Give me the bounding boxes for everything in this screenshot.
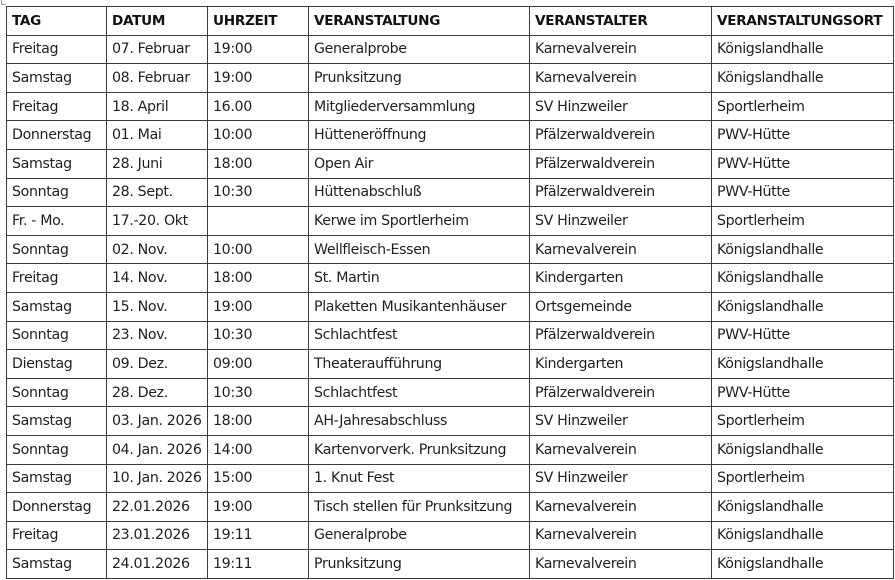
table-row (7, 178, 894, 207)
cell-datum[interactable]: 28. Dez. (107, 378, 208, 407)
table-row (7, 493, 894, 522)
column-header-tag: TAG (7, 7, 107, 36)
cell-uhrzeit[interactable]: 19:11 (208, 521, 309, 550)
cell-tag[interactable]: Sonntag (7, 435, 107, 464)
cell-veranstaltung[interactable]: Schlachtfest (309, 321, 530, 350)
table-row (7, 207, 894, 236)
cell-veranstaltung[interactable]: Theateraufführung (309, 350, 530, 379)
cell-datum[interactable]: 23.01.2026 (107, 521, 208, 550)
cell-uhrzeit[interactable] (208, 207, 309, 236)
table-row (7, 464, 894, 493)
table-row (7, 407, 894, 436)
cell-uhrzeit[interactable]: 19:11 (208, 550, 309, 579)
cell-tag[interactable]: Samstag (7, 292, 107, 321)
cell-veranstaltungsort[interactable]: Königslandhalle (712, 350, 894, 379)
cell-veranstaltungsort[interactable]: Königslandhalle (712, 264, 894, 293)
cell-datum[interactable]: 28. Juni (107, 149, 208, 178)
cell-veranstalter[interactable]: Pfälzerwaldverein (530, 121, 712, 150)
cell-veranstalter[interactable]: Kindergarten (530, 264, 712, 293)
cell-tag[interactable]: Sonntag (7, 235, 107, 264)
cell-datum[interactable]: 07. Februar (107, 35, 208, 64)
cell-veranstaltungsort[interactable]: PWV-Hütte (712, 121, 894, 150)
cell-veranstaltungsort[interactable]: PWV-Hütte (712, 149, 894, 178)
cell-tag[interactable]: Freitag (7, 521, 107, 550)
cell-datum[interactable]: 17.-20. Okt (107, 207, 208, 236)
table-row (7, 92, 894, 121)
cell-veranstalter[interactable]: Karnevalverein (530, 493, 712, 522)
cell-veranstaltung[interactable]: AH-Jahresabschluss (309, 407, 530, 436)
cell-veranstaltungsort[interactable]: Königslandhalle (712, 435, 894, 464)
cell-veranstaltungsort[interactable]: Königslandhalle (712, 292, 894, 321)
cell-uhrzeit[interactable]: 10:00 (208, 235, 309, 264)
cell-veranstalter[interactable]: Pfälzerwaldverein (530, 321, 712, 350)
cell-veranstaltungsort[interactable]: Sportlerheim (712, 407, 894, 436)
cell-datum[interactable]: 15. Nov. (107, 292, 208, 321)
cell-tag[interactable]: Samstag (7, 64, 107, 93)
cell-tag[interactable]: Sonntag (7, 178, 107, 207)
cell-tag[interactable]: Donnerstag (7, 493, 107, 522)
table-row (7, 64, 894, 93)
cell-veranstaltungsort[interactable]: Sportlerheim (712, 464, 894, 493)
cell-veranstaltungsort[interactable]: Königslandhalle (712, 35, 894, 64)
cell-veranstalter[interactable]: Karnevalverein (530, 521, 712, 550)
cell-veranstaltungsort[interactable]: PWV-Hütte (712, 378, 894, 407)
cell-datum[interactable]: 23. Nov. (107, 321, 208, 350)
cell-veranstaltung[interactable]: Prunksitzung (309, 64, 530, 93)
cell-veranstaltung[interactable]: Kerwe im Sportlerheim (309, 207, 530, 236)
cell-uhrzeit[interactable]: 10:30 (208, 178, 309, 207)
cell-tag[interactable]: Freitag (7, 92, 107, 121)
cell-veranstaltung[interactable]: Generalprobe (309, 35, 530, 64)
cell-datum[interactable]: 28. Sept. (107, 178, 208, 207)
cell-veranstalter[interactable]: SV Hinzweiler (530, 207, 712, 236)
cell-tag[interactable]: Sonntag (7, 321, 107, 350)
cell-veranstalter[interactable]: SV Hinzweiler (530, 407, 712, 436)
table-row (7, 350, 894, 379)
cell-veranstaltung[interactable]: Tisch stellen für Prunksitzung (309, 493, 530, 522)
cell-datum[interactable]: 14. Nov. (107, 264, 208, 293)
cell-veranstaltungsort[interactable]: PWV-Hütte (712, 321, 894, 350)
column-header-veranstaltungsort: VERANSTALTUNGSORT (712, 7, 894, 36)
table-row (7, 149, 894, 178)
cell-veranstaltung[interactable]: Prunksitzung (309, 550, 530, 579)
cell-veranstalter[interactable]: Kindergarten (530, 350, 712, 379)
column-header-veranstaltung: VERANSTALTUNG (309, 7, 530, 36)
cell-uhrzeit[interactable]: 09:00 (208, 350, 309, 379)
cell-uhrzeit[interactable]: 18:00 (208, 264, 309, 293)
column-header-datum: DATUM (107, 7, 208, 36)
cell-veranstaltungsort[interactable]: Königslandhalle (712, 235, 894, 264)
table-row (7, 378, 894, 407)
cell-veranstalter[interactable]: Karnevalverein (530, 435, 712, 464)
cell-veranstaltung[interactable]: Wellfleisch-Essen (309, 235, 530, 264)
cell-tag[interactable]: Samstag (7, 464, 107, 493)
table-row (7, 121, 894, 150)
cell-veranstalter[interactable]: Karnevalverein (530, 64, 712, 93)
cell-uhrzeit[interactable]: 10:30 (208, 378, 309, 407)
cell-uhrzeit[interactable]: 18:00 (208, 407, 309, 436)
cell-veranstaltung[interactable]: Kartenvorverk. Prunksitzung (309, 435, 530, 464)
cell-datum[interactable]: 04. Jan. 2026 (107, 435, 208, 464)
cell-uhrzeit[interactable]: 10:00 (208, 121, 309, 150)
cell-veranstaltung[interactable]: St. Martin (309, 264, 530, 293)
cell-datum[interactable]: 02. Nov. (107, 235, 208, 264)
cell-veranstaltung[interactable]: 1. Knut Fest (309, 464, 530, 493)
cell-veranstaltungsort[interactable]: PWV-Hütte (712, 178, 894, 207)
cell-datum[interactable]: 08. Februar (107, 64, 208, 93)
cell-veranstalter[interactable]: Karnevalverein (530, 235, 712, 264)
cell-uhrzeit[interactable]: 19:00 (208, 493, 309, 522)
table-row (7, 292, 894, 321)
cell-veranstaltung[interactable]: Hüttenabschluß (309, 178, 530, 207)
cell-tag[interactable]: Samstag (7, 407, 107, 436)
cell-uhrzeit[interactable]: 15:00 (208, 464, 309, 493)
cell-veranstalter[interactable]: Pfälzerwaldverein (530, 178, 712, 207)
cell-uhrzeit[interactable]: 19:00 (208, 35, 309, 64)
table-row (7, 235, 894, 264)
cell-tag[interactable]: Fr. - Mo. (7, 207, 107, 236)
cell-veranstaltungsort[interactable]: Sportlerheim (712, 92, 894, 121)
cell-veranstaltungsort[interactable]: Königslandhalle (712, 493, 894, 522)
column-header-veranstalter: VERANSTALTER (530, 7, 712, 36)
cell-veranstalter[interactable]: Pfälzerwaldverein (530, 149, 712, 178)
events-table (6, 6, 894, 579)
cell-veranstalter[interactable]: Karnevalverein (530, 35, 712, 64)
cell-uhrzeit[interactable]: 10:30 (208, 321, 309, 350)
table-header-row (7, 7, 894, 36)
cell-tag[interactable]: Freitag (7, 35, 107, 64)
cell-tag[interactable]: Freitag (7, 264, 107, 293)
table-row (7, 321, 894, 350)
cell-veranstaltung[interactable]: Hütteneröffnung (309, 121, 530, 150)
cell-veranstalter[interactable]: SV Hinzweiler (530, 92, 712, 121)
cell-veranstaltung[interactable]: Schlachtfest (309, 378, 530, 407)
column-header-uhrzeit: UHRZEIT (208, 7, 309, 36)
cell-veranstalter[interactable]: Pfälzerwaldverein (530, 378, 712, 407)
cell-datum[interactable]: 03. Jan. 2026 (107, 407, 208, 436)
cell-tag[interactable]: Donnerstag (7, 121, 107, 150)
cell-veranstaltung[interactable]: Generalprobe (309, 521, 530, 550)
table-row (7, 550, 894, 579)
cell-uhrzeit[interactable]: 19:00 (208, 64, 309, 93)
cell-uhrzeit[interactable]: 16.00 (208, 92, 309, 121)
cell-veranstalter[interactable]: Karnevalverein (530, 550, 712, 579)
cell-veranstaltung[interactable]: Mitgliederversammlung (309, 92, 530, 121)
cell-veranstalter[interactable]: Ortsgemeinde (530, 292, 712, 321)
table-row (7, 35, 894, 64)
cell-veranstaltung[interactable]: Plaketten Musikantenhäuser (309, 292, 530, 321)
cell-tag[interactable]: Sonntag (7, 378, 107, 407)
cell-veranstaltungsort[interactable]: Sportlerheim (712, 207, 894, 236)
cell-veranstaltung[interactable]: Open Air (309, 149, 530, 178)
cell-uhrzeit[interactable]: 14:00 (208, 435, 309, 464)
table-row (7, 435, 894, 464)
table-row (7, 264, 894, 293)
table-body (7, 35, 894, 578)
cell-tag[interactable]: Samstag (7, 550, 107, 579)
cell-veranstalter[interactable]: SV Hinzweiler (530, 464, 712, 493)
cell-veranstaltungsort[interactable]: Königslandhalle (712, 550, 894, 579)
cell-uhrzeit[interactable]: 19:00 (208, 292, 309, 321)
cell-datum[interactable]: 01. Mai (107, 121, 208, 150)
cell-veranstaltungsort[interactable]: Königslandhalle (712, 521, 894, 550)
table-row (7, 521, 894, 550)
cell-tag[interactable]: Dienstag (7, 350, 107, 379)
cell-datum[interactable]: 09. Dez. (107, 350, 208, 379)
cell-veranstaltungsort[interactable]: Königslandhalle (712, 64, 894, 93)
cell-datum[interactable]: 10. Jan. 2026 (107, 464, 208, 493)
cell-datum[interactable]: 24.01.2026 (107, 550, 208, 579)
cell-datum[interactable]: 22.01.2026 (107, 493, 208, 522)
cell-datum[interactable]: 18. April (107, 92, 208, 121)
table-move-handle[interactable] (1, 0, 6, 5)
cell-tag[interactable]: Samstag (7, 149, 107, 178)
cell-uhrzeit[interactable]: 18:00 (208, 149, 309, 178)
